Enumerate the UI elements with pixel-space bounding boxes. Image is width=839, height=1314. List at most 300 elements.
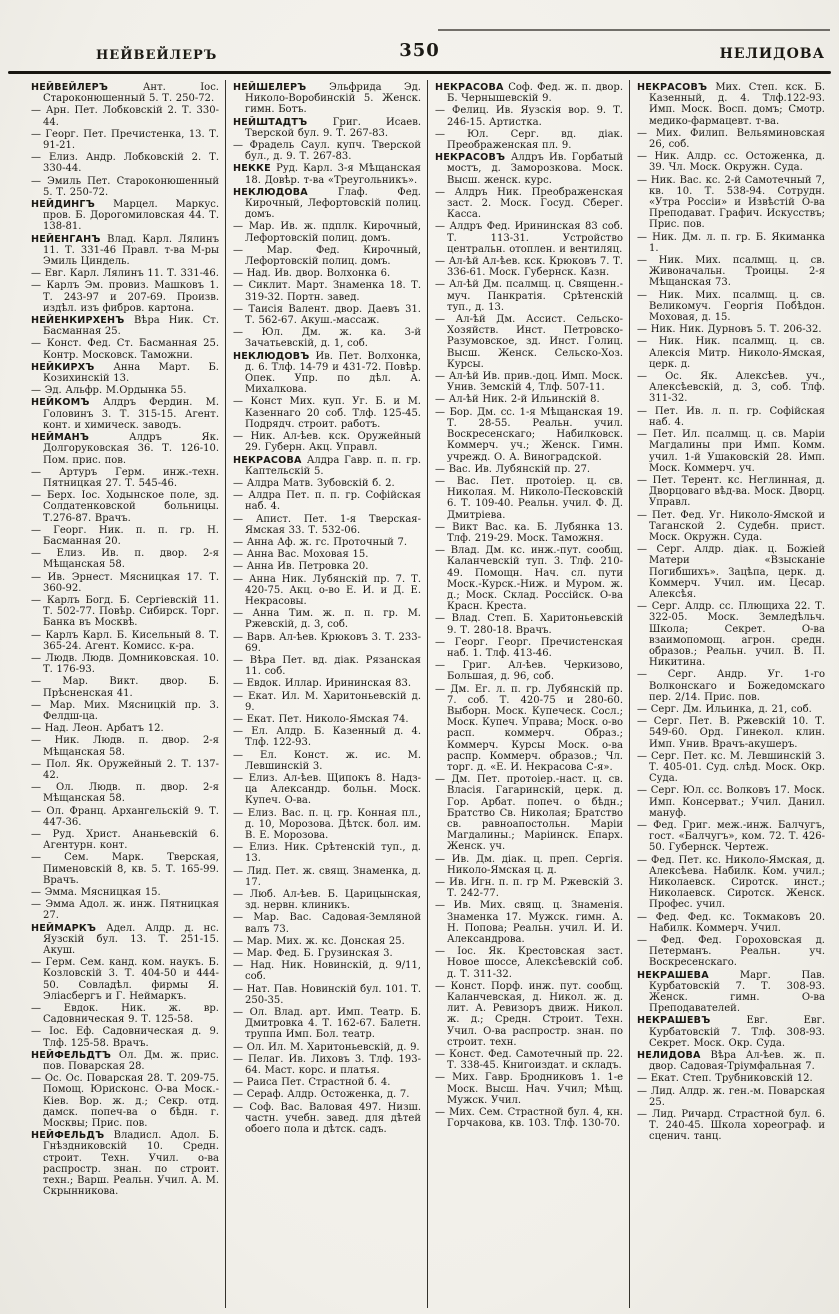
ditto-dash: — [435, 371, 449, 383]
ditto-dash: — [233, 1041, 247, 1053]
directory-entry: — Людв. Людв. Домниковская. 10. Т. 176-93. [31, 652, 219, 676]
ditto-dash: — [233, 749, 261, 761]
directory-entry: НЕЙКИРХЪ Анна Март. Б. Козихинскій 13. [31, 361, 219, 385]
directory-entry: — Мар. Мих. ж. кс. Донская 25. [233, 935, 405, 947]
surname-headword: НЕЙФЕЛЬДЪ [31, 1130, 114, 1142]
directory-entry: НЕЙМАРКЪ Адел. Алдр. д. нс. Яузскій бул. 13. Т. 251-15. Акуш. [31, 922, 219, 957]
ditto-dash: — [637, 750, 652, 762]
ditto-dash: — [31, 805, 47, 817]
ditto-dash: — [233, 889, 250, 901]
ditto-dash: — [31, 1073, 45, 1085]
directory-entry: — Мар. Ив. ж. пдплк. Кирочный, Лефортовскій полиц. домъ. [233, 221, 421, 244]
ditto-dash: — [233, 327, 262, 339]
ditto-dash: — [233, 631, 247, 643]
directory-entry: — Анна Ив. Петровка 20. [233, 561, 369, 573]
surname-headword: НЕЙШТАДТЪ [233, 116, 333, 128]
directory-entry: — Мар. Фед. Б. Грузинская 3. [233, 948, 393, 960]
surname-headword: НЕКЛЮДОВА [233, 186, 338, 198]
ditto-dash: — [435, 1107, 450, 1119]
ditto-dash: — [435, 636, 455, 648]
directory-entry: — Берх. Іос. Ходынское поле, зд. Солдатенковской больницы. Т.276-87. Врачъ. [31, 490, 219, 524]
ditto-dash: — [233, 536, 247, 548]
directory-entry: — Елиз. Вас. п. ц. гр. Конная пл., д. 10, Морозова. Дѣтск. бол. им. В. Е. Морозова. [233, 807, 421, 841]
directory-entry: — Ник. Алдр. сс. Остоженка, д. 39. Чл. Моск. Окружн. Суда. [637, 151, 826, 174]
ditto-dash: — [637, 151, 655, 163]
ditto-dash: — [31, 723, 45, 735]
directory-entry: — Мар. Фед. Кирочный, Лефортовскій полиц. домъ. [233, 244, 421, 268]
directory-entry: — Ив. Дм. діак. ц. преп. Сергія. Николо-Ямская ц. д. [435, 853, 623, 876]
directory-entry: — Соф. Вас. Валовая 497. Низш. частн. учебн. завед. для дѣтей обоего пола и дѣтск. садъ. [233, 1101, 421, 1136]
running-head-right: НЕЛИДОВА [719, 46, 825, 62]
directory-entry: — Фед. Фед. кс. Токмаковъ 20. Набилк. Коммерч. Учил. [637, 911, 825, 934]
directory-entry: — Влад. Дм. кс. инж.-пут. сообщ. Каланчевскій туп. 3. Тлф. 210-49. Помощн. Нач. сл. пути Моск.-Курск.-Ниж. и Муром. ж. д.; Моск. Склад. Россійск. О-ва Красн. Креста. [435, 545, 623, 613]
ditto-dash: — [233, 431, 251, 443]
directory-entry: — Пет. Ил. псалмщ. ц. св. Маріи Магдалины при Имп. Комм. учил. 1-й Ушаковскій 28. Имп. Моск. Коммерч. уч. [637, 429, 825, 474]
directory-entry: — Герм. Сем. канд. ком. наукъ. Б. Козловскій 3. Т. 404-50 и 444-50. Совладѣл. фирмы Я. Эліасбергъ и Г. Неймаркъ. [31, 957, 219, 1002]
directory-entry: — Пелаг. Ив. Лиховъ 3. Тлф. 193-64. Маст. корс. и платья. [233, 1053, 421, 1077]
directory-entry: — Карлъ Карл. Б. Кисельный 8. Т. 365-24. Агент. Комисс. к-ра. [31, 629, 219, 652]
directory-entry: НЕЙШЕЛЕРЪ Эльфрида Эд. Николо-Воробинскій 5. Женск. гимн. Ботъ. [233, 82, 421, 116]
directory-entry: — Люб. Ал-ѣев. Б. Царицынская, зд. нервн. клиникъ. [233, 889, 421, 912]
directory-entry: — Ал-ѣй Дм. Ассист. Сельско-Хозяйств. Инст. Петровско-Разумовское, зд. Инст. Голиц. Высш. Женск. Сельско-Хоз. Курсы. [435, 314, 623, 370]
ditto-dash: — [637, 544, 657, 556]
directory-entry: — Ал-ѣй Ив. прив.-доц. Имп. Моск. Унив. Земскій 4, Тлф. 507-11. [435, 371, 623, 394]
ditto-dash: — [435, 613, 452, 625]
directory-entry: — Вѣра Пет. вд. діак. Рязанская 11. соб. [233, 654, 421, 678]
directory-entry: — Ив. Мих. свящ. ц. Знаменія. Знаменка 17. Мужск. гимн. А. Н. Попова; Реальн. учил. И. И. Александрова. [435, 900, 624, 946]
ditto-dash: — [637, 854, 652, 866]
directory-entry: — Анна Аф. ж. гс. Проточный 7. [233, 536, 408, 548]
surname-headword: НЕКРАСОВЪ [637, 82, 716, 93]
directory-entry: НЕКРАСОВЪ Мих. Степ. кск. Б. Казенный, д. 4. Тлф.122-93. Имп. Моск. Восп. домъ; Смотр. медико-фармацевт. т-ва. [637, 82, 825, 127]
ditto-dash: — [637, 127, 656, 139]
ditto-dash: — [31, 152, 49, 164]
directory-entry: — Дм. Ег. л. п. гр. Лубянскій пр. 7. соб. Т. 420-75 и 280-60. Выборн. Моск. Купеческ. Сосл.; Моск. Купеч. Управа; Моск. о-во расп. коммерч. Образ.; Коммерч. Курсы Моск. о-ва распр. Коммерч. образов.; Чл. торг. д. «Е. И. Некрасова С-я». [435, 683, 623, 773]
directory-entry: — Іос. Еф. Садовническая д. 9. Тлф. 125-58. Врачъ. [31, 1026, 219, 1049]
directory-entry: — Юл. Дм. ж. ка. 3-й Зачатьевскій, д. 1, соб. [233, 327, 421, 350]
ditto-dash: — [31, 852, 65, 864]
ditto-dash: — [31, 758, 47, 770]
ditto-dash: — [233, 513, 256, 525]
surname-headword: НЕКРАСОВА [435, 82, 509, 93]
directory-entry: — Таисія Валент. двор. Даевъ 31. Т. 562-67. Акуш.-массаж. [233, 303, 421, 327]
surname-headword: НЕЙМАРКЪ [31, 922, 107, 934]
ditto-dash: — [637, 289, 659, 301]
surname-headword: НЕЙКИРХЪ [31, 361, 114, 373]
directory-entry: — Георг. Ник. п. п. гр. Н. Басманная 20. [31, 524, 219, 547]
ditto-dash: — [637, 820, 654, 831]
directory-entry: НЕККЕ Руд. Карл. 3-я Мѣщанская 18. Довѣр. т-ва «Треугольникъ». [233, 163, 421, 186]
page-header [0, 40, 839, 66]
directory-entry: — Ник. Ник. псалмщ. ц. св. Алексія Митр. Николо-Ямская, церк. д. [637, 336, 825, 370]
directory-entry: — Лид. Алдр. ж. ген.-м. Поварская 25. [637, 1085, 825, 1108]
ditto-dash: — [31, 1003, 64, 1015]
surname-headword: НЕЙЕНГАНЪ [31, 233, 108, 245]
directory-entry: НЕЙМАНЪ Алдръ Як. Долгоруковская 36. Т. 126-10. Пом. прис. пов. [31, 432, 219, 466]
ditto-dash: — [637, 231, 653, 243]
surname-headword: НЕЙДИНГЪ [31, 199, 114, 211]
directory-entry: НЕКЛЮДОВЪ Ив. Пет. Волхонка, д. 6. Тлф. 14-79 и 431-72. Повѣр. Опек. Упр. по дѣл. А. Михалкова. [233, 350, 421, 396]
directory-entry: — Серг. Алдр. діак. ц. Божіей Матери «Взысканіе Погибшихъ». Зацѣпа, церк. д. Коммерч. Учил. им. Цесар. Алексѣя. [637, 544, 825, 600]
directory-entry: — Ив. Игн. п. п. гр М. Ржевскій 3. Т. 242-77. [435, 877, 623, 900]
directory-entry: НЕКЛЮДОВА Глаф. Фед. Кирочный, Лефортовскій полиц. домъ. [233, 186, 421, 221]
surname-headword: НЕЛИДОВА [637, 1050, 711, 1062]
ditto-dash: — [435, 314, 456, 326]
ditto-dash: — [637, 405, 655, 417]
ditto-dash: — [31, 175, 48, 187]
header-rule [8, 71, 831, 74]
directory-entry: — Лид. Ричард. Страстной бул. 6. Т. 240-45. Школа хореограф. и сценич. танц. [637, 1109, 825, 1143]
directory-entry: — Екат. Пет. Николо-Ямская 74. [233, 713, 409, 725]
ditto-dash: — [31, 466, 59, 478]
directory-entry: — Над. Ник. Новинскій, д. 9/11, соб. [233, 960, 421, 983]
ditto-dash: — [637, 1073, 651, 1085]
ditto-dash: — [435, 774, 452, 786]
surname-headword: НЕЙВЕЙЛЕРЪ [31, 82, 143, 93]
ditto-dash: — [435, 475, 457, 487]
directory-entry: — Евдок. Ник. ж. вр. Садовническая 9. Т. 125-58. [31, 1003, 219, 1026]
ditto-dash: — [31, 490, 48, 502]
directory-entry: — Дм. Пет. протоіер.-наст. ц. св. Власія. Гагаринскій, церк. д. Гор. Арбат. попеч. о бѣдн.; Братство Св. Николая; Братство св. равноапостольн. Маріи Магдалины.; Маріинск. Епарх. Женск. уч. [435, 774, 624, 853]
directory-column [427, 80, 629, 1308]
ditto-dash: — [435, 128, 468, 140]
ditto-dash: — [435, 463, 449, 475]
ditto-dash: — [233, 678, 247, 690]
directory-entry: — Мих. Сем. Страстной бул. 4, кн. Горчакова, кв. 103. Тлф. 130-70. [435, 1107, 623, 1130]
directory-column [24, 80, 225, 1308]
directory-entry: — Викт Вас. ка. Б. Лубянка 13. Тлф. 219-29. Моск. Таможня. [435, 521, 623, 544]
directory-entry: — Ник. Дм. л. п. гр. Б. Якиманка 1. [637, 231, 825, 254]
scan-artifact-line [438, 29, 830, 31]
directory-entry: — Над. Ив. двор. Волхонка 6. [233, 268, 391, 280]
directory-entry: — Евдок. Иллар. Ирининская 83. [233, 678, 412, 690]
directory-entry: — Ел. Алдр. Б. Казенный д. 4. Тлф. 122-93. [233, 726, 421, 749]
directory-entry: — Руд. Христ. Ананьевскій 6. Агентурн. конт. [31, 829, 219, 852]
ditto-dash: — [233, 807, 248, 819]
directory-entry: НЕКРАШЕВЪ Евг. Евг. Курбатовскій 7. Тлф. 308-93. Секрет. Моск. Окр. Суда. [637, 1015, 826, 1049]
directory-entry: — Екат. Степ. Трубниковскій 12. [637, 1073, 813, 1085]
ditto-dash: — [233, 1053, 249, 1065]
directory-entry: — Ник. Мих. псалмщ. ц. св. Живоначальн. Троицы. 2-я Мѣщанская 73. [637, 255, 826, 289]
ditto-dash: — [637, 371, 666, 383]
directory-entry: — Сиклит. Март. Знаменка 18. Т. 319-32. Портн. завед. [233, 280, 421, 303]
ditto-dash: — [233, 713, 247, 725]
running-head-left: НЕЙВЕЙЛЕРЪ [96, 48, 218, 63]
directory-entry: — Пет. Фед. Уг. Николо-Ямской и Таганской 2. Судебн. прист. Моск. Окружн. Суда. [637, 509, 825, 543]
directory-entry: НЕЙВЕЙЛЕРЪ Ант. Іос. Староконюшенный 5. Т. 250-72. [31, 82, 219, 105]
directory-entry: — Ел. Конст. ж. ис. М. Левшинскій 3. [233, 749, 421, 772]
ditto-dash: — [233, 912, 254, 924]
directory-entry: — Анна Вас. Моховая 15. [233, 549, 369, 561]
directory-entry: НЕЙШТАДТЪ Григ. Исаев. Тверской бул. 9. Т. 267-83. [233, 116, 422, 139]
ditto-dash: — [435, 683, 451, 695]
ditto-dash: — [435, 853, 452, 865]
ditto-dash: — [233, 1101, 250, 1113]
directory-entry: — Елиз. Ник. Срѣтенскій туп., д. 13. [233, 842, 421, 865]
ditto-dash: — [435, 256, 449, 268]
ditto-dash: — [233, 140, 250, 152]
ditto-dash: — [637, 474, 653, 486]
ditto-dash: — [435, 877, 450, 889]
ditto-dash: — [233, 935, 247, 947]
surname-headword: НЕКРАСОВА [233, 454, 307, 466]
ditto-dash: — [233, 1089, 247, 1101]
directory-entry: — Эд. Альфр. М.Ордынка 55. [31, 385, 187, 397]
ditto-dash: — [435, 980, 451, 992]
ditto-dash: — [233, 654, 250, 666]
ditto-dash: — [435, 521, 453, 533]
directory-entry: — Ол. Людв. п. двор. 2-я Мѣщанская 58. [31, 782, 219, 805]
ditto-dash: — [637, 429, 653, 441]
directory-column [225, 80, 427, 1308]
directory-entry: — Пол. Як. Оружейный 2. Т. 137-42. [31, 758, 219, 781]
directory-entry: — Пет. Ив. л. п. гр. Софійская наб. 4. [637, 405, 825, 428]
directory-entry: — Раиса Пет. Страстной б. 4. [233, 1077, 391, 1089]
ditto-dash: — [435, 1049, 450, 1061]
ditto-dash: — [31, 105, 46, 117]
directory-entry: — Ник. Вас. кс. 2-й Самотечный 7, кв. 10. Т. 538-94. Сотрудн. «Утра Россіи» и Извѣстій О-ва Преподават. Графич. Искусствъ; Прис. пов. [637, 174, 825, 231]
directory-entry: — Ол. Ил. М. Харитоньевскій, д. 9. [233, 1041, 420, 1053]
ditto-dash: — [233, 303, 249, 315]
ditto-dash: — [31, 782, 56, 794]
directory-entry: — Карлъ Богд. Б. Сергіевскій 11. Т. 502-77. Повѣр. Сибирск. Торг. Банка въ Москвѣ. [31, 594, 219, 629]
directory-entry: — Ол. Влад. арт. Имп. Театр. Б. Дмитровка 4. Т. 162-67. Балетн. труппа Имп. Бол. театр. [233, 1007, 421, 1041]
directory-entry: — Алдръ Фед. Ирининская 83 соб. Т. 113-31. Устройство центральн. отоплен. и вентиляц. [435, 221, 623, 255]
directory-column [629, 80, 831, 1308]
ditto-dash: — [233, 573, 249, 585]
directory-entry: — Анна Ник. Лубянскій пр. 7. Т. 420-75. Акц. о-во Е. И. и Д. Е. Некрасовы. [233, 573, 421, 607]
directory-entry: — Елиз. Ал-ѣев. Щипокъ 8. Надз-ца Александр. больн. Моск. Купеч. О-ва. [233, 772, 421, 807]
ditto-dash: — [637, 336, 659, 348]
directory-entry: — Лид. Пет. ж. свящ. Знаменка, д. 17. [233, 865, 421, 888]
ditto-dash: — [233, 280, 249, 292]
directory-entry: — Ол. Франц. Архангельскій 9. Т. 447-36. [31, 805, 219, 828]
directory-entry: — Серг. Алдр. сс. Плющиха 22. Т. 322-05. Моск. Земледѣльч. Школа; Секрет. О-ва взаимопомощ. агрон. средн. образов.; Реальн. учил. В. П. Никитина. [637, 601, 825, 669]
directory-entry: — Эмма Адол. ж. инж. Пятницкая 27. [31, 899, 219, 922]
ditto-dash: — [31, 899, 46, 911]
directory-entry: — Анна Тим. ж. п. п. гр. М. Ржевскій, д. 3, соб. [233, 608, 421, 631]
ditto-dash: — [233, 726, 252, 738]
ditto-dash: — [233, 842, 250, 854]
ditto-dash: — [233, 268, 247, 280]
directory-entry: — Георг. Георг. Пречистенская наб. 1. Тлф. 413-46. [435, 636, 623, 659]
directory-entry: — Мих. Гавр. Бродниковъ 1. 1-е Моск. Высш. Нач. Учил; Мѣщ. Мужск. Учил. [435, 1072, 623, 1106]
ditto-dash: — [637, 1109, 652, 1121]
directory-entry: — Алдра Пет. п. п. гр. Софійская наб. 4. [233, 490, 421, 513]
directory-entry: — Георг. Пет. Пречистенка, 13. Т. 91-21. [31, 128, 219, 152]
ditto-dash: — [637, 669, 668, 681]
directory-entry: НЕКРАСОВА Алдра Гавр. п. п. гр. Каптельскій 5. [233, 454, 422, 477]
directory-entry: — Мар. Мих. Мясницкій пр. 3. Фелдш-ца. [31, 699, 219, 722]
directory-entry: — Сем. Марк. Тверская, Пименовскій 8, кв. 5. Т. 165-99. Врачъ. [31, 852, 219, 886]
directory-entry: НЕЙЕНКИРХЕНЪ Вѣра Ник. Ст. Басманная 25. [31, 315, 220, 338]
directory-entry: — Эмма. Мясницкая 15. [31, 887, 161, 899]
surname-headword: НЕКРАШЕВА [637, 969, 740, 981]
directory-entry: — Карлъ Эм. провиз. Машковъ 1. Т. 243-97 и 207-69. Произв. издѣл. изъ фибров. картона. [31, 280, 219, 314]
directory-columns [24, 80, 831, 1308]
ditto-dash: — [637, 174, 651, 186]
ditto-dash: — [31, 280, 47, 292]
ditto-dash: — [435, 279, 449, 291]
ditto-dash: — [31, 268, 45, 280]
ditto-dash: — [31, 676, 63, 688]
directory-entry: — Вас. Ив. Лубянскій пр. 27. [435, 463, 591, 475]
directory-entry: НЕЙФЕЛЬДЪ Владисл. Адол. Б. Гнѣздниковскій 10. Средн. строит. Техн. Учил. о-ва распростр. знан. по строит. техн.; Варш. Реальн. Учил. А. М. Скрынникова. [31, 1130, 219, 1198]
ditto-dash: — [435, 660, 463, 672]
ditto-dash: — [31, 887, 45, 899]
ditto-dash: — [233, 865, 247, 877]
ditto-dash: — [233, 608, 253, 620]
ditto-dash: — [31, 338, 47, 350]
directory-entry: — Конст. Фед. Ст. Басманная 25. Контр. Московск. Таможни. [31, 338, 219, 361]
directory-entry: НЕЙЕНГАНЪ Влад. Карл. Лялинъ 11. Т. 331-46 Правл. т-ва М-ры Эмиль Циндель. [31, 233, 219, 268]
directory-entry: — Конст Мих. куп. Уг. Б. и М. Казеннаго 20 соб. Тлф. 125-45. Подрядч. строит. работъ. [233, 396, 421, 430]
directory-entry: — Мар. Вас. Садовая-Земляной валъ 73. [233, 912, 421, 935]
directory-entry: НЕКРАШЕВА Марг. Пав. Курбатовскій 7. Т. 308-93. Женск. гимн. О-ва Преподавателей. [637, 969, 825, 1015]
ditto-dash: — [31, 1026, 50, 1038]
directory-entry: — Ос. Як. Алексѣев. уч., Алексѣевскій, д. 3, соб. Тлф. 311-32. [637, 371, 825, 405]
directory-entry: — Фелиц. Ив. Яузскія вор. 9. Т. 246-15. Артистка. [435, 105, 623, 128]
ditto-dash: — [31, 699, 50, 711]
ditto-dash: — [233, 244, 267, 256]
ditto-dash: — [637, 935, 661, 947]
ditto-dash: — [233, 561, 247, 573]
ditto-dash: — [435, 900, 454, 912]
directory-entry: — Елиз. Ив. п. двор. 2-я Мѣщанская 58. [31, 548, 219, 571]
ditto-dash: — [31, 571, 48, 583]
ditto-dash: — [31, 957, 46, 969]
ditto-dash: — [233, 490, 249, 502]
ditto-dash: — [31, 829, 53, 840]
directory-entry: — Ник. Ал-ѣев. кск. Оружейный 29. Губерн. Акц. Управл. [233, 431, 421, 454]
directory-entry: — Серг. Пет. В. Ржевскій 10. Т. 549-60. Орд. Гинекол. клин. Имп. Унив. Врачъ-акушеръ. [637, 716, 825, 750]
directory-entry: — Ал-ѣй Ник. 2-й Ильинскій 8. [435, 394, 600, 406]
surname-headword: НЕЙЕНКИРХЕНЪ [31, 315, 134, 327]
directory-entry: — Пет. Терент. кс. Неглинная, д. Дворцоваго вѣд-ва. Моск. Дворц. Управл. [637, 474, 825, 509]
ditto-dash: — [637, 703, 651, 715]
directory-entry: — Арн. Пет. Лобковскій 2. Т. 330-44. [31, 105, 219, 128]
directory-entry: НЕКРАСОВА Соф. Фед. ж. п. двор. Б. Чернышевскій 9. [435, 82, 624, 105]
ditto-dash: — [31, 548, 57, 560]
directory-entry: — Нат. Пав. Новинскій бул. 101. Т. 250-35. [233, 983, 421, 1006]
directory-entry: — Ал-ѣй Ал-ѣев. кск. Крюковъ 7. Т. 336-61. Моск. Губернск. Казн. [435, 256, 624, 279]
ditto-dash: — [435, 105, 453, 117]
directory-entry: — Ник. Ник. Дурновъ 5. Т. 206-32. [637, 324, 822, 336]
ditto-dash: — [31, 629, 46, 641]
ditto-dash: — [233, 477, 247, 489]
directory-entry: — Ал-ѣй Дм. псалмщ. ц. Священн.-муч. Панкратія. Срѣтенскій туп., д. 13. [435, 279, 624, 313]
directory-entry: — Фед. Григ. меж.-инж. Балчугъ, гост. «Балчугъ», ком. 72. Т. 426-50. Губернск. Чертеж. [637, 820, 825, 854]
directory-entry: — Ос. Ос. Поварская 28. Т. 209-75. Помощ. Юрисконс. О-ва Моск.-Кіев. Вор. ж. д.; Секр. отд. дамск. попеч-ва о бѣдн. г. Москвы; Прис. пов. [31, 1073, 219, 1130]
surname-headword: НЕЙШЕЛЕРЪ [233, 82, 330, 93]
ditto-dash: — [637, 785, 651, 797]
directory-entry: — Григ. Ал-ѣев. Черкизово, Большая, д. 96, соб. [435, 660, 624, 683]
ditto-dash: — [435, 545, 451, 557]
ditto-dash: — [233, 1077, 247, 1089]
ditto-dash: — [637, 255, 659, 267]
directory-entry: — Мих. Филип. Вельяминовская 26, соб. [637, 127, 825, 151]
ditto-dash: — [637, 601, 652, 613]
directory-entry: — Ник. Мих. псалмщ. ц. св. Великомуч. Георгія Побѣдон. Моховая, д. 15. [637, 289, 826, 324]
ditto-dash: — [31, 594, 47, 606]
directory-entry: — Бор. Дм. сс. 1-я Мѣщанская 19. Т. 28-55. Реальн. учил. Воскресенскаго; Набилковск. Коммерч. уч.; Женск. Гимн. учрежд. О. А. Виноградской. [435, 406, 624, 463]
surname-headword: НЕКРАШЕВЪ [637, 1015, 747, 1027]
directory-entry: — Фрадель Саул. купч. Тверской бул., д. 9. Т. 267-83. [233, 140, 421, 163]
directory-entry: — Евг. Карл. Лялинъ 11. Т. 331-46. [31, 268, 219, 280]
ditto-dash: — [435, 221, 450, 233]
directory-entry: — Серг. Андр. Уг. 1-го Волконскаго и Божедомскаго пер. 2/14. Прис. пов. [637, 669, 825, 703]
ditto-dash: — [31, 128, 46, 140]
directory-entry: — Ив. Эрнест. Мясницкая 17. Т. 360-92. [31, 571, 219, 594]
directory-entry: — Конст. Фед. Самотечный пр. 22. Т. 338-45. Книгоиздат. и складъ. [435, 1049, 624, 1072]
ditto-dash: — [233, 221, 249, 233]
ditto-dash: — [435, 186, 455, 198]
directory-entry: — Іос. Як. Крестовская заст. Новое шоссе, Алексѣевскій соб. д. Т. 311-32. [435, 946, 623, 980]
surname-headword: НЕЙФЕЛЬДТЪ [31, 1049, 119, 1061]
directory-entry: — Ник. Людв. п. двор. 2-я Мѣщанская 58. [31, 735, 219, 758]
directory-entry: — Артуръ Герм. инж.-техн. Пятницкая 27. Т. 545-46. [31, 466, 219, 489]
page-number: 350 [399, 40, 440, 61]
directory-entry: — Конст. Порф. инж. пут. сообщ. Каланчевская, д. Никол. ж. д. лит. А. Ревизоръ движ. Никол. ж. д.; Средн. Строит. Техн. Учил. О-ва распростр. знан. по строит. техн. [435, 980, 623, 1048]
ditto-dash: — [31, 385, 45, 397]
ditto-dash: — [31, 524, 54, 536]
ditto-dash: — [435, 946, 458, 958]
directory-entry: — Серг. Дм. Ильинка, д. 21, соб. [637, 703, 812, 715]
ditto-dash: — [637, 911, 656, 923]
directory-entry: — Мар. Викт. двор. Б. Прѣсненская 41. [31, 676, 219, 699]
ditto-dash: — [435, 1072, 453, 1084]
directory-entry: НЕЙДИНГЪ Марцел. Маркус. пров. Б. Дорогомиловская 44. Т. 138-81. [31, 199, 219, 233]
ditto-dash: — [233, 960, 251, 972]
directory-entry: — Влад. Степ. Б. Харитоньевскій 9. Т. 280-18. Врачъ. [435, 613, 623, 636]
directory-entry: — Серг. Пет. кс. М. Левшинскій 3. Т. 405-01. Суд. слѣд. Моск. Окр. Суда. [637, 750, 825, 785]
ditto-dash: — [233, 983, 247, 995]
directory-entry: — Алдръ Ник. Преображенская заст. 2. Моск. Госуд. Сберег. Касса. [435, 186, 623, 221]
ditto-dash: — [233, 948, 247, 960]
directory-entry: — Апист. Пет. 1-я Тверская-Ямская 33. Т. 532-06. [233, 513, 421, 536]
ditto-dash: — [31, 652, 46, 664]
surname-headword: НЕКЛЮДОВЪ [233, 350, 316, 362]
directory-entry: — Вас. Пет. протоіер. ц. св. Николая. М. Николо-Песковскій 6. Т. 109-40. Реальн. учил. Ф. Д. Дмитріева. [435, 475, 623, 521]
directory-entry: НЕКРАСОВЪ Алдръ Ив. Горбатый мостъ, д. Заморозкова. Моск. Высш. женск. курс. [435, 152, 623, 186]
ditto-dash: — [233, 396, 251, 408]
ditto-dash: — [435, 406, 450, 418]
ditto-dash: — [31, 735, 55, 747]
ditto-dash: — [233, 690, 249, 702]
ditto-dash: — [637, 1085, 651, 1097]
directory-entry: — Алдра Матв. Зубовскій б. 2. [233, 477, 395, 489]
directory-entry: — Елиз. Андр. Лобковскій 2. Т. 330-44. [31, 152, 219, 175]
ditto-dash: — [233, 772, 249, 784]
surname-headword: НЕЙКОМЪ [31, 397, 104, 409]
directory-entry: — Фед. Пет. кс. Николо-Ямская, д. Алексѣева. Набилк. Ком. учил.; Николаевск. Сиротск. инст.; Николаевск. Сиротск. Женск. Профес. учил. [637, 854, 826, 911]
directory-entry: — Сераф. Алдр. Остоженка, д. 7. [233, 1089, 410, 1101]
directory-entry: НЕЛИДОВА Вѣра Ал-ѣев. ж. п. двор. Садовая-Тріумфальная 7. [637, 1050, 825, 1073]
ditto-dash: — [233, 1007, 250, 1019]
directory-entry: НЕЙФЕЛЬДТЪ Ол. Дм. ж. прис. пов. Поварская 28. [31, 1049, 219, 1073]
directory-entry: — Серг. Юл. сс. Волковъ 17. Моск. Имп. Консерват.; Учил. Данил. мануф. [637, 785, 825, 819]
directory-entry: — Юл. Серг. вд. діак. Преображенская пл. 9. [435, 128, 623, 152]
directory-entry: НЕЙКОМЪ Алдръ Фердин. М. Головинъ 3. Т. 315-15. Агент. конт. и химическ. заводъ. [31, 397, 219, 431]
ditto-dash: — [637, 716, 654, 728]
surname-headword: НЕЙМАНЪ [31, 432, 130, 444]
directory-entry: — Варв. Ал-ѣев. Крюковъ 3. Т. 233-69. [233, 631, 421, 654]
surname-headword: НЕКРАСОВЪ [435, 152, 511, 164]
ditto-dash: — [637, 509, 652, 521]
surname-headword: НЕККЕ [233, 163, 277, 175]
directory-entry: — Фед. Фед. Гороховская д. Петерманъ. Реальн. уч. Воскресенскаго. [637, 935, 825, 969]
ditto-dash: — [233, 549, 247, 561]
